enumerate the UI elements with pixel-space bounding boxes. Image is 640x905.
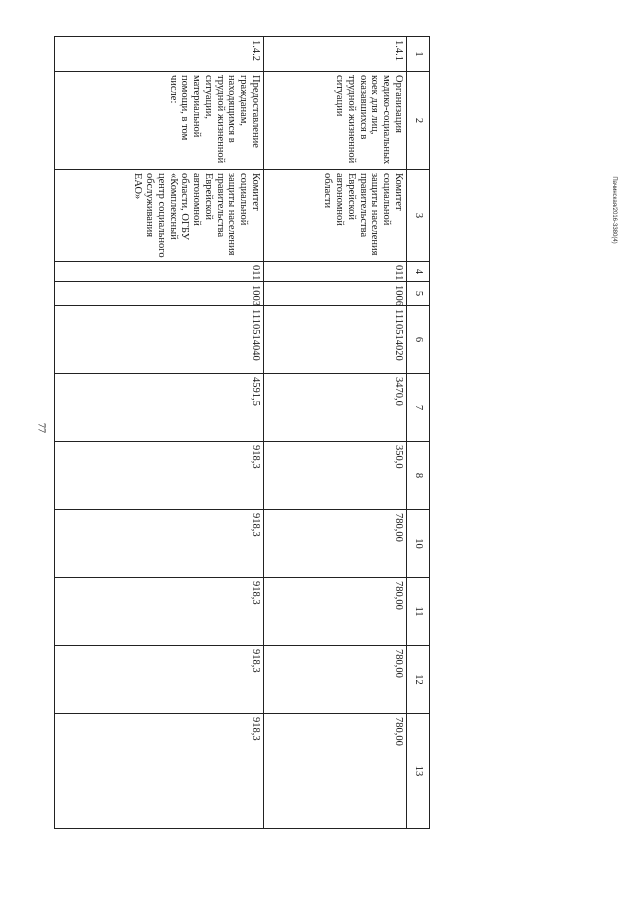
row-number: 1.4.2	[55, 37, 264, 72]
header-cell: 11	[407, 578, 430, 646]
value-cell: 780,00	[264, 646, 407, 714]
value-cell: 918,3	[55, 510, 264, 578]
section-cell: 1006	[264, 282, 407, 306]
executor-cell: Комитет социальной защиты населения правительства Еврейской автономной области, ОГБУ «Комплексный центр социального обслуживания ЕАО»	[55, 170, 264, 262]
header-cell: 3	[407, 170, 430, 262]
header-cell: 13	[407, 714, 430, 829]
activity-cell: Предоставление гражданам, находящимся в трудной жизненной ситуации, материальной помощи, в том числе:	[55, 72, 264, 170]
header-row	[407, 37, 430, 829]
table-wrapper	[60, 36, 430, 808]
value-cell: 3470,0	[264, 374, 407, 442]
header-cell: 10	[407, 510, 430, 578]
value-cell: 350,0	[264, 442, 407, 510]
value-cell: 918,3	[55, 646, 264, 714]
side-mark: Пачинская/2016-3380(4)	[611, 176, 617, 244]
executor-cell: Комитет социальной защиты населения правительства Еврейской автономной области	[264, 170, 407, 262]
budget-table	[54, 36, 430, 829]
header-cell: 6	[407, 306, 430, 374]
row-number: 1.4.1	[264, 37, 407, 72]
value-cell: 918,3	[55, 714, 264, 829]
table-row	[264, 37, 407, 829]
header-cell: 2	[407, 72, 430, 170]
header-cell: 5	[407, 282, 430, 306]
code-cell: 011	[264, 262, 407, 282]
activity-cell: Организация медико-социальных коек для лиц, оказавшихся в трудной жизненной ситуации	[264, 72, 407, 170]
header-cell: 7	[407, 374, 430, 442]
budget-table-frame	[60, 36, 430, 808]
table-row	[55, 37, 264, 829]
value-cell: 4591,5	[55, 374, 264, 442]
header-cell: 1	[407, 37, 430, 72]
page-number: 77	[35, 423, 47, 433]
value-cell: 918,3	[55, 442, 264, 510]
target-article-cell: 1110514020	[264, 306, 407, 374]
target-article-cell: 1110514040	[55, 306, 264, 374]
header-cell: 12	[407, 646, 430, 714]
value-cell: 780,00	[264, 714, 407, 829]
code-cell: 011	[55, 262, 264, 282]
section-cell: 1003	[55, 282, 264, 306]
value-cell: 780,00	[264, 578, 407, 646]
header-cell: 8	[407, 442, 430, 510]
header-cell: 4	[407, 262, 430, 282]
value-cell: 780,00	[264, 510, 407, 578]
value-cell: 918,3	[55, 578, 264, 646]
